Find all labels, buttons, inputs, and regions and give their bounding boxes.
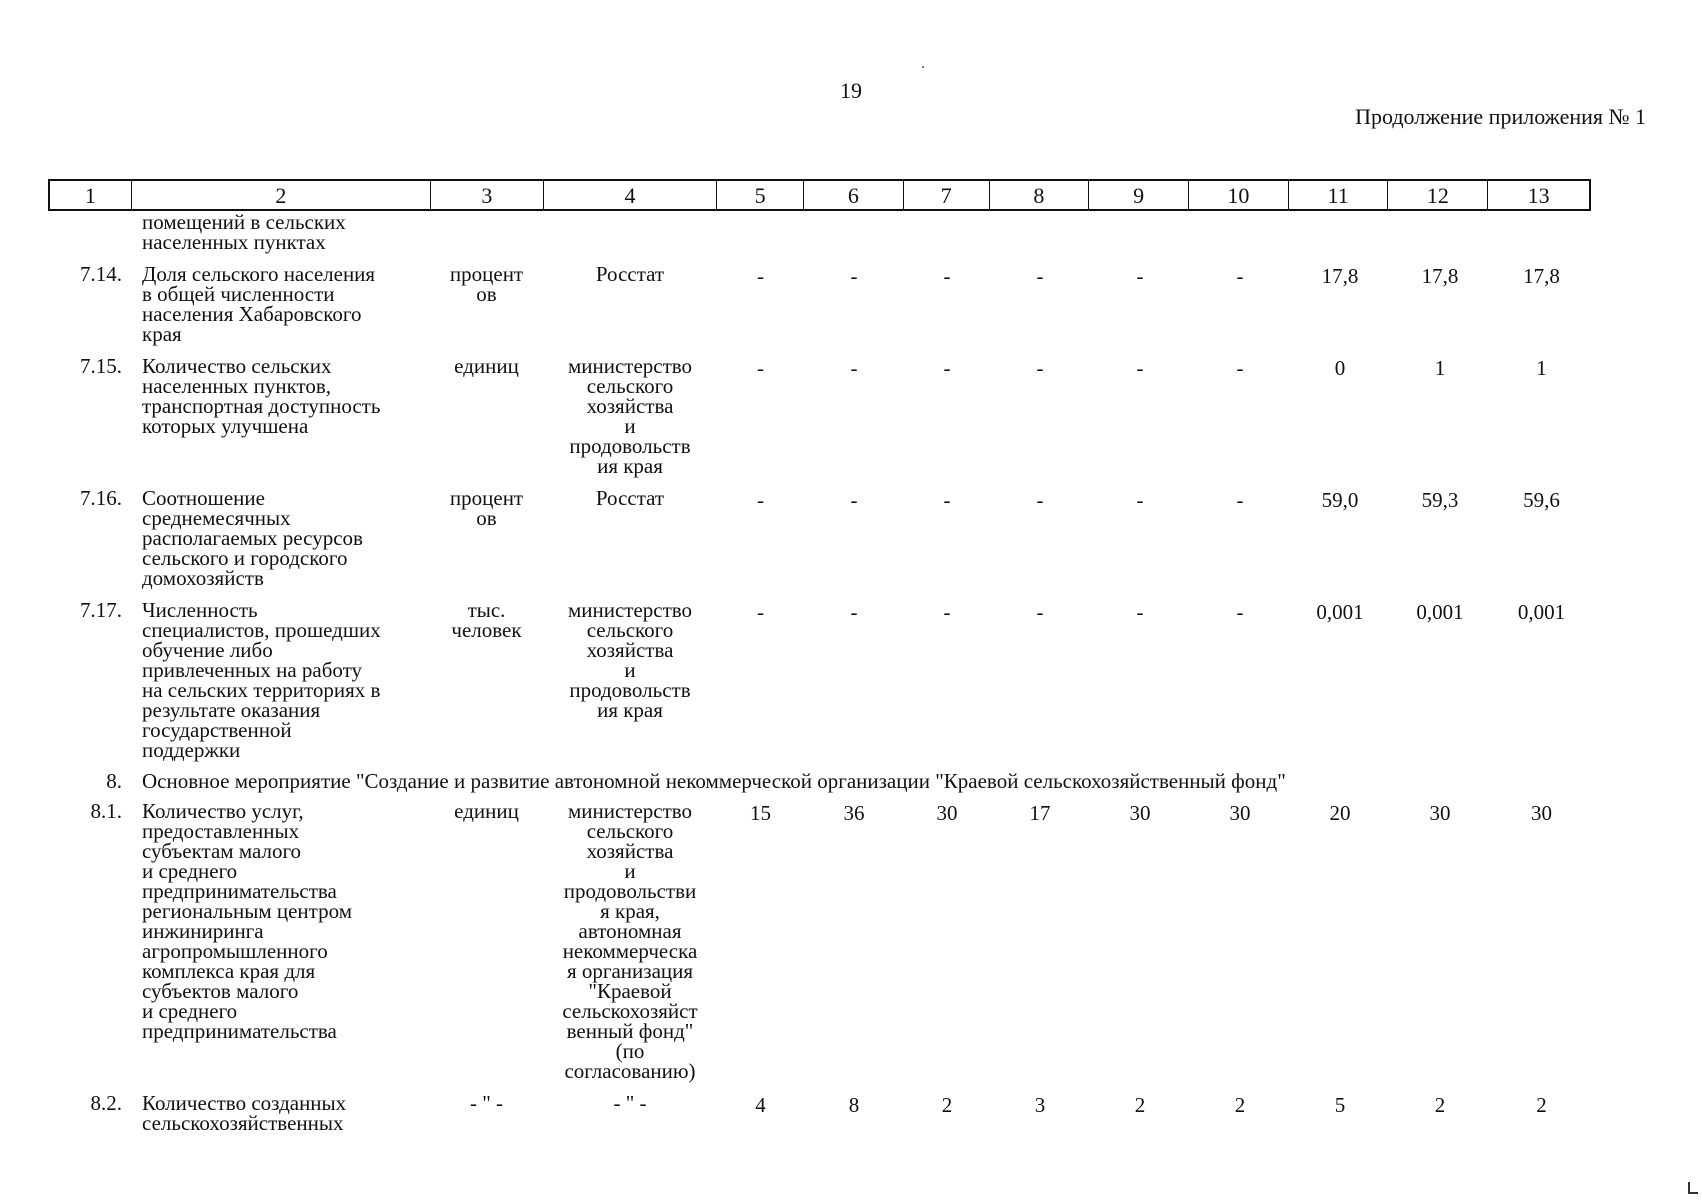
- value-col-11: 0,001: [1316, 600, 1364, 624]
- value-col-9: -: [1136, 356, 1144, 380]
- source: - " -: [613, 1091, 647, 1115]
- header-cell: 7: [904, 181, 990, 209]
- unit: тыс. человек: [451, 598, 522, 642]
- source: министерство сельского хозяйства и продовольстви я края, автономная некоммерческа я организация "Краевой сельскохозяйст венный фонд" (по согласованию): [562, 799, 698, 1083]
- indicator-name: Количество созданных сельскохозяйственных: [142, 1091, 347, 1135]
- value-col-12: 30: [1429, 801, 1451, 825]
- value-col-7: -: [943, 488, 951, 512]
- value-col-8: -: [1036, 488, 1044, 512]
- value-col-10: 2: [1234, 1093, 1246, 1117]
- value-col-12: 59,3: [1421, 488, 1459, 512]
- value-col-10: -: [1236, 488, 1244, 512]
- value-col-8: 17: [1029, 801, 1051, 825]
- value-col-10: 30: [1229, 801, 1251, 825]
- value-col-13: 0,001: [1517, 600, 1566, 624]
- unit: процент ов: [449, 262, 524, 306]
- source: Росстат: [595, 486, 665, 510]
- value-col-5: -: [757, 356, 764, 380]
- value-col-13: 30: [1531, 801, 1552, 825]
- value-col-6: -: [850, 600, 858, 624]
- value-col-8: -: [1036, 600, 1044, 624]
- row-number: 7.16.: [80, 486, 122, 510]
- value-col-10: -: [1236, 356, 1244, 380]
- source: министерство сельского хозяйства и продовольств ия края: [567, 354, 693, 478]
- header-cell: 8: [990, 181, 1090, 209]
- source: Росстат: [595, 262, 665, 286]
- header-cell: 11: [1289, 181, 1389, 209]
- header-cell: 13: [1527, 183, 1550, 208]
- value-col-7: -: [943, 356, 951, 380]
- value-col-8: -: [1036, 264, 1044, 288]
- header-cell: 12: [1388, 181, 1488, 209]
- unit: единиц: [454, 354, 519, 378]
- value-col-9: 30: [1129, 801, 1151, 825]
- indicator-name: Численность специалистов, прошедших обучение либо привлеченных на работу на сельских территориях в результате оказания государственной поддержки: [142, 598, 381, 762]
- header-cell: 3: [431, 181, 544, 209]
- indicator-name: Доля сельского населения в общей численности населения Хабаровского края: [142, 262, 376, 346]
- value-col-12: 2: [1434, 1093, 1446, 1117]
- row-number: 7.15.: [80, 354, 122, 378]
- value-col-9: 2: [1134, 1093, 1146, 1117]
- scan-speck: [922, 66, 924, 68]
- value-col-12: 0,001: [1416, 600, 1464, 624]
- section-title: Основное мероприятие "Создание и развитие автономной некоммерческой организации "Краевой сельскохозяйственный фонд": [142, 769, 1286, 793]
- indicator-name: Количество услуг, предоставленных субъектам малого и среднего предпринимательства региональным центром инжиниринга агропромышленного комплекса края для субъектов малого и среднего предпринимательства: [142, 799, 352, 1043]
- value-col-13: 17,8: [1523, 264, 1560, 288]
- header-cell: 10: [1189, 181, 1289, 209]
- value-col-12: 1: [1434, 356, 1446, 380]
- value-col-7: -: [943, 600, 951, 624]
- value-col-7: 2: [941, 1093, 953, 1117]
- value-col-6: 36: [843, 801, 865, 825]
- value-col-13: 2: [1536, 1093, 1547, 1117]
- value-col-9: -: [1136, 600, 1144, 624]
- row-number: 7.17.: [80, 598, 122, 622]
- indicator-name: Количество сельских населенных пунктов, транспортная доступность которых улучшена: [142, 354, 381, 438]
- value-col-8: 3: [1034, 1093, 1046, 1117]
- section-number: 8.: [106, 769, 122, 793]
- header-cell: 1: [50, 181, 132, 209]
- value-col-5: -: [757, 600, 764, 624]
- value-col-6: -: [850, 356, 858, 380]
- row-number: 7.14.: [80, 262, 122, 286]
- value-col-13: 1: [1536, 356, 1547, 380]
- section-row: [48, 770, 1638, 792]
- unit: - " -: [469, 1091, 504, 1115]
- appendix-note: Продолжение приложения № 1: [1355, 104, 1646, 129]
- value-col-11: 59,0: [1321, 488, 1359, 512]
- value-col-5: 15: [750, 801, 771, 825]
- value-col-11: 20: [1329, 801, 1351, 825]
- table-row: [48, 264, 1638, 344]
- unit: процент ов: [449, 486, 524, 530]
- table-header-row: [48, 179, 1591, 211]
- value-col-11: 5: [1334, 1093, 1346, 1117]
- table-body: [48, 212, 1638, 1133]
- value-col-5: 4: [755, 1093, 766, 1117]
- header-cell: 9: [1089, 181, 1189, 209]
- value-col-6: -: [850, 488, 858, 512]
- value-col-10: -: [1236, 600, 1244, 624]
- row-number: 8.2.: [90, 1091, 122, 1115]
- table-row: [48, 212, 1638, 252]
- page-number: 19: [840, 78, 862, 103]
- value-col-13: 59,6: [1523, 488, 1560, 512]
- table-row: [48, 488, 1638, 588]
- header-cell: 6: [804, 181, 904, 209]
- header-cell: 5: [717, 181, 804, 209]
- scan-corner-mark: [1688, 1182, 1698, 1194]
- value-col-5: -: [757, 488, 764, 512]
- value-col-7: 30: [936, 801, 958, 825]
- value-col-12: 17,8: [1421, 264, 1459, 288]
- source: министерство сельского хозяйства и продовольств ия края: [567, 598, 693, 722]
- value-col-6: 8: [848, 1093, 860, 1117]
- table-row: [48, 600, 1638, 760]
- table-row: [48, 801, 1638, 1081]
- row-number: 8.1.: [90, 799, 122, 823]
- value-col-6: -: [850, 264, 858, 288]
- value-col-9: -: [1136, 488, 1144, 512]
- value-col-7: -: [943, 264, 951, 288]
- indicator-name: Соотношение среднемесячных располагаемых ресурсов сельского и городского домохозяйств: [142, 486, 363, 590]
- value-col-8: -: [1036, 356, 1044, 380]
- header-cell: 2: [132, 181, 431, 209]
- indicator-name: помещений в сельских населенных пунктах: [142, 210, 346, 254]
- unit: единиц: [454, 799, 519, 823]
- value-col-5: -: [757, 264, 764, 288]
- header-cell: 4: [544, 181, 718, 209]
- value-col-10: -: [1236, 264, 1244, 288]
- table-row: [48, 1093, 1638, 1133]
- value-col-11: 0: [1334, 356, 1346, 380]
- table-row: [48, 356, 1638, 476]
- value-col-9: -: [1136, 264, 1144, 288]
- value-col-11: 17,8: [1321, 264, 1359, 288]
